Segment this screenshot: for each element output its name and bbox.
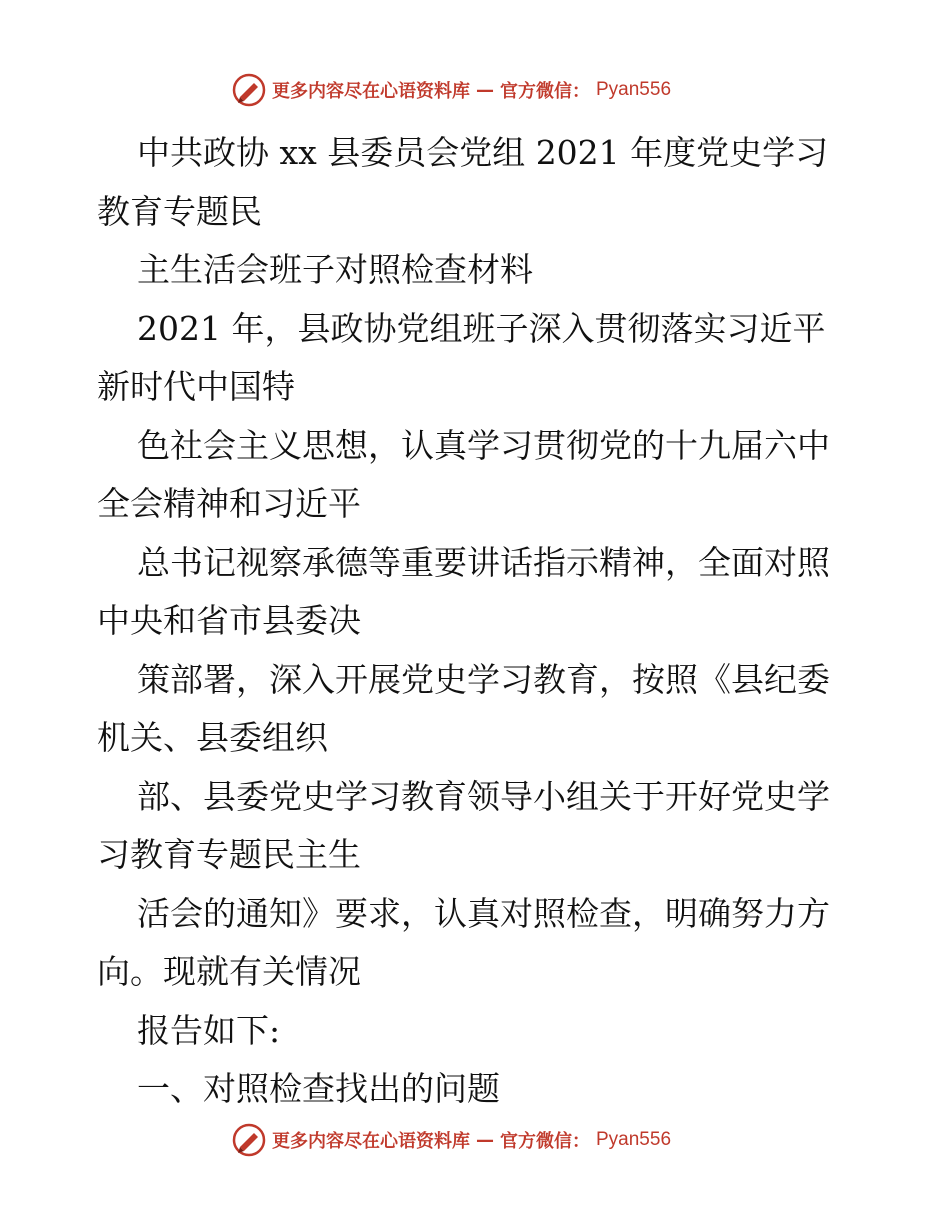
watermark-dash: — xyxy=(476,1129,494,1151)
text-line: 教育专题民 xyxy=(97,191,262,231)
text-line: 向。现就有关情况 xyxy=(97,952,361,991)
document-body xyxy=(97,124,857,1119)
watermark-label: 官方微信： xyxy=(500,1131,590,1152)
watermark-banner-bottom xyxy=(232,1122,671,1158)
watermark-label: 官方微信： xyxy=(500,81,590,102)
text-line: 新时代中国特 xyxy=(97,367,295,406)
text-line: 一、对照检查找出的问题 xyxy=(137,1069,500,1108)
text-line: 中共政协 xx 县委员会党组 2021 年度党史学习 xyxy=(137,133,829,172)
watermark-slogan: 更多内容尽在心语资料库 xyxy=(272,81,470,102)
watermark-wechat-id: Pyan556 xyxy=(596,1129,672,1150)
text-line: 色社会主义思想，认真学习贯彻党的十九届六中 xyxy=(137,425,830,465)
text-line: 报告如下: xyxy=(137,1010,281,1050)
text-line: 全会精神和习近平 xyxy=(97,484,361,523)
text-line: 主生活会班子对照检查材料 xyxy=(137,250,533,289)
pen-logo-icon xyxy=(232,73,266,107)
text-line: 2021 年，县政协党组班子深入贯彻落实习近平 xyxy=(137,308,826,348)
pen-logo-icon xyxy=(232,1123,266,1157)
watermark-dash: — xyxy=(476,79,494,101)
text-line: 机关、县委组织 xyxy=(97,718,328,757)
text-line: 部、县委党史学习教育领导小组关于开好党史学 xyxy=(137,776,830,816)
text-line: 总书记视察承德等重要讲话指示精神，全面对照 xyxy=(137,542,830,582)
watermark-wechat-id: Pyan556 xyxy=(596,79,672,100)
watermark-slogan: 更多内容尽在心语资料库 xyxy=(272,1131,470,1152)
text-line: 策部署，深入开展党史学习教育，按照《县纪委 xyxy=(137,659,830,699)
watermark-banner-top xyxy=(232,72,671,108)
text-line: 活会的通知》要求，认真对照检查，明确努力方 xyxy=(137,893,830,933)
text-line: 习教育专题民主生 xyxy=(97,835,361,874)
text-line: 中央和省市县委决 xyxy=(97,601,361,640)
